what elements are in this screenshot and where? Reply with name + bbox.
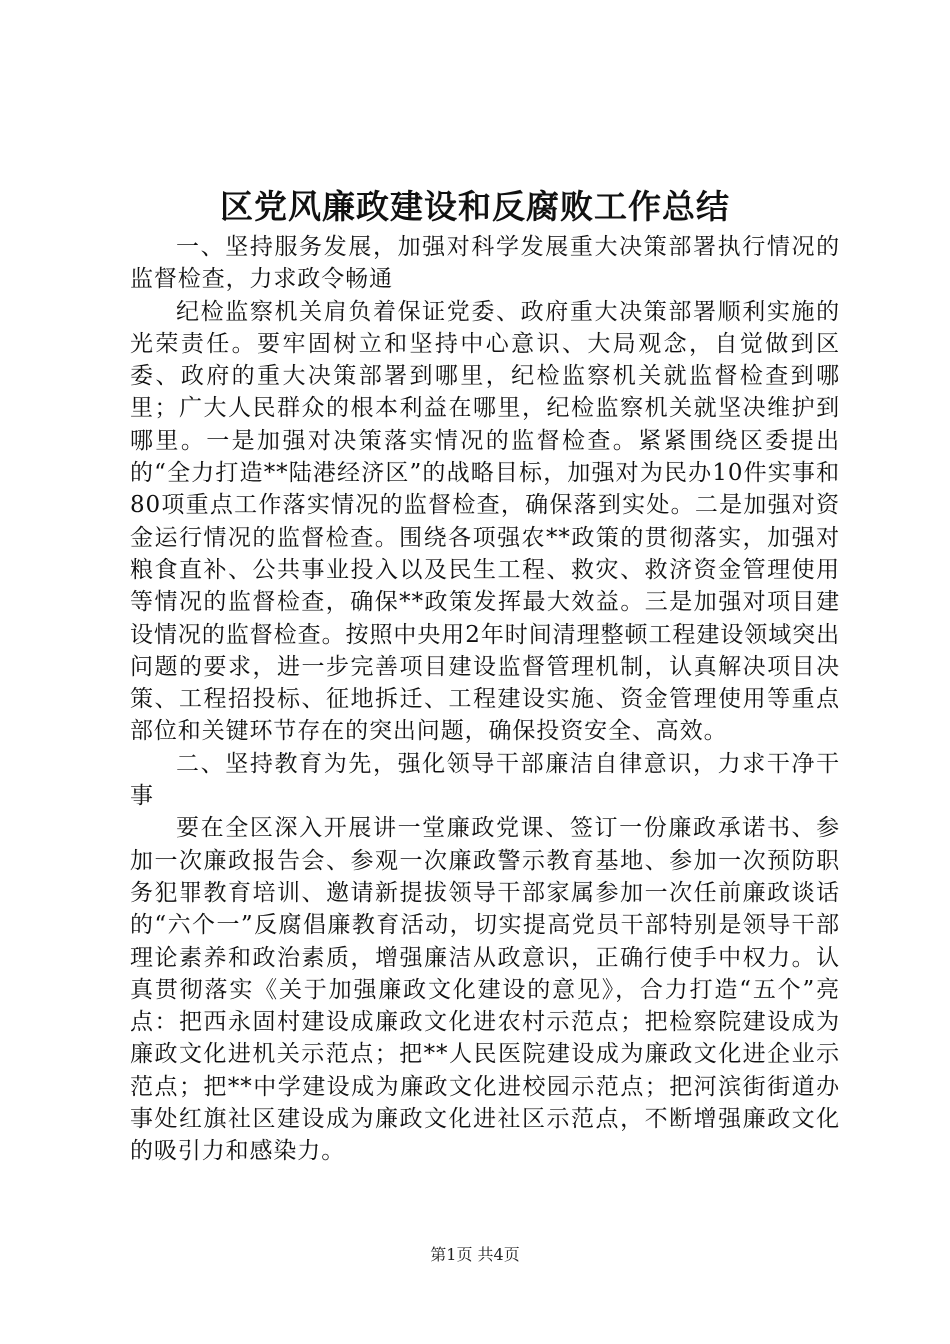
body-paragraph-1: 纪检监察机关肩负着保证党委、政府重大决策部署顺利实施的光荣责任。要牢固树立和坚持中心意识、大局观念，自觉做到区委、政府的重大决策部署到哪里，纪检监察机关就监督检查到哪里；广大人民群众的根本利益在哪里，纪检监察机关就坚决维护到哪里。一是加强对决策落实情况的监督检查。紧紧围绕区委提出的“全力打造**陆港经济区”的战略目标，加强对为民办10件实事和80项重点工作落实情况的监督检查，确保落到实处。二是加强对资金运行情况的监督检查。围绕各项强农**政策的贯彻落实，加强对粮食直补、公共事业投入以及民生工程、救灾、救济资金管理使用等情况的监督检查，确保**政策发挥最大效益。三是加强对项目建设情况的监督检查。按照中央用2年时间清理整顿工程建设领域突出问题的要求，进一步完善项目建设监督管理机制，认真解决项目决策、工程招投标、征地拆迁、工程建设实施、资金管理使用等重点部位和关键环节存在的突出问题，确保投资安全、高效。 [130, 298, 840, 745]
section-heading-1: 一、坚持服务发展，加强对科学发展重大决策部署执行情况的监督检查，力求政令畅通 [130, 234, 840, 293]
body-paragraph-2: 要在全区深入开展讲一堂廉政党课、签订一份廉政承诺书、参加一次廉政报告会、参观一次廉政警示教育基地、参加一次预防职务犯罪教育培训、邀请新提拔领导干部家属参加一次任前廉政谈话的“六个一”反腐倡廉教育活动，切实提高党员干部特别是领导干部理论素养和政治素质，增强廉洁从政意识，正确行使手中权力。认真贯彻落实《关于加强廉政文化建设的意见》，合力打造“五个”亮点：把西永固村建设成廉政文化进农村示范点；把检察院建设成为廉政文化进机关示范点；把**人民医院建设成为廉政文化进企业示范点；把**中学建设成为廉政文化进校园示范点；把河滨街街道办事处红旗社区建设成为廉政文化进社区示范点，不断增强廉政文化的吸引力和感染力。 [130, 815, 840, 1165]
page-number-footer: 第1页 共4页 [430, 1245, 520, 1264]
document-title: 区党风廉政建设和反腐败工作总结 [220, 187, 730, 226]
document-body [130, 231, 840, 1168]
section-heading-2: 二、坚持教育为先，强化领导干部廉洁自律意识，力求干净干事 [130, 750, 840, 810]
